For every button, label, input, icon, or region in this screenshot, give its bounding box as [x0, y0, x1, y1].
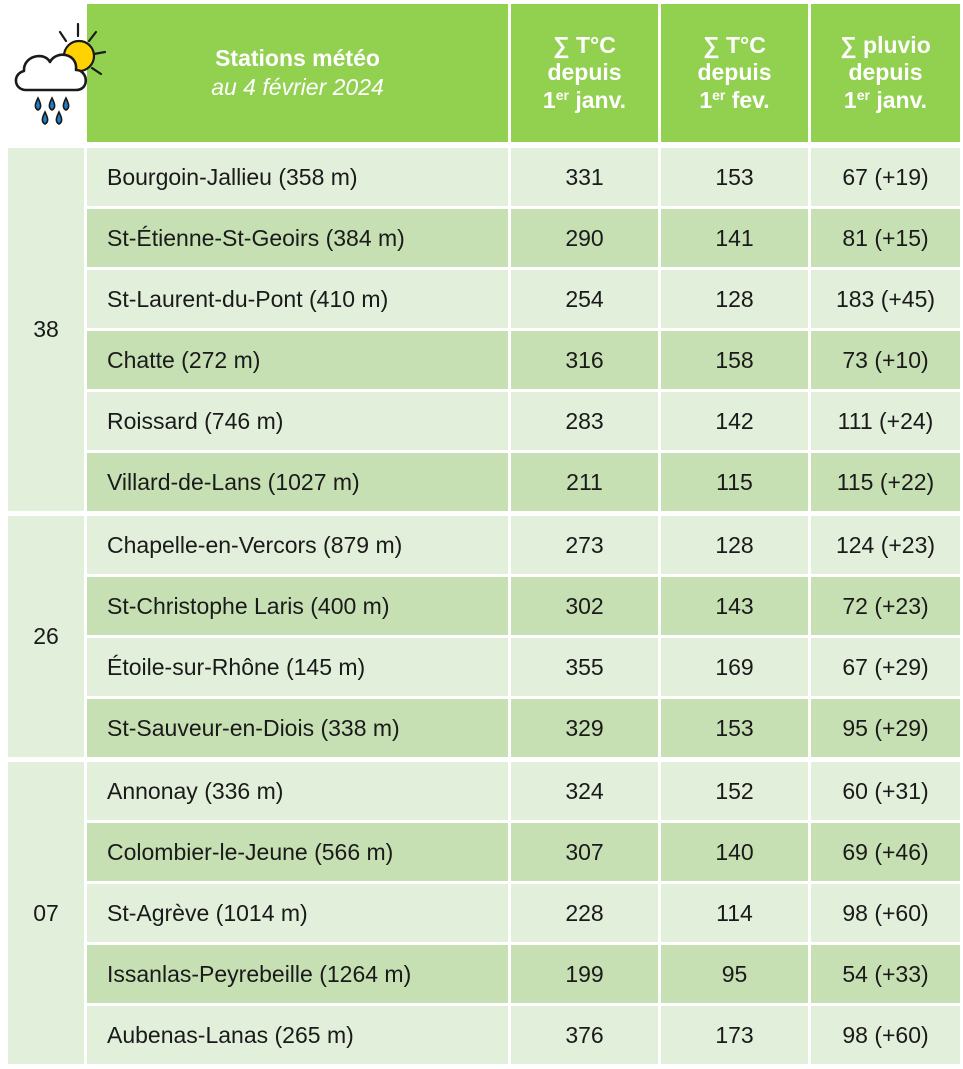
temp-sum-since-feb: 95: [661, 945, 811, 1006]
header-rain-line2: depuis: [848, 59, 923, 86]
temp-sum-since-jan: 199: [511, 945, 661, 1006]
temp-sum-since-jan: 324: [511, 762, 661, 823]
table-row: [8, 1006, 960, 1069]
header-stations: [87, 4, 511, 148]
station-name: St-Christophe Laris (400 m): [87, 577, 511, 638]
station-name: Annonay (336 m): [87, 762, 511, 823]
rain-sum-since-jan: 60 (+31): [811, 762, 960, 823]
temp-sum-since-feb: 153: [661, 699, 811, 762]
table-row: [8, 392, 960, 453]
table-row: [8, 699, 960, 762]
header-rain-line1: ∑ pluvio: [840, 32, 931, 59]
station-name: Villard-de-Lans (1027 m): [87, 453, 511, 516]
station-name: Roissard (746 m): [87, 392, 511, 453]
rain-sum-since-jan: 54 (+33): [811, 945, 960, 1006]
temp-sum-since-jan: 302: [511, 577, 661, 638]
station-name: St-Étienne-St-Geoirs (384 m): [87, 209, 511, 270]
temp-sum-since-feb: 140: [661, 823, 811, 884]
temp-sum-since-jan: 290: [511, 209, 661, 270]
table-row: [8, 945, 960, 1006]
temp-sum-since-jan: 211: [511, 453, 661, 516]
header-subtitle: au 4 février 2024: [211, 74, 384, 100]
station-name: Aubenas-Lanas (265 m): [87, 1006, 511, 1069]
rain-sum-since-jan: 111 (+24): [811, 392, 960, 453]
header-temp-since-feb: [661, 4, 811, 148]
station-name: Colombier-le-Jeune (566 m): [87, 823, 511, 884]
rain-sum-since-jan: 69 (+46): [811, 823, 960, 884]
temp-sum-since-jan: 331: [511, 148, 661, 209]
department-code: 26: [8, 516, 87, 762]
temp-sum-since-feb: 128: [661, 270, 811, 331]
temp-sum-since-feb: 169: [661, 638, 811, 699]
rain-sum-since-jan: 98 (+60): [811, 884, 960, 945]
header-temp-feb-line2: depuis: [697, 59, 772, 86]
header-rain-since-jan: [811, 4, 960, 148]
temp-sum-since-jan: 273: [511, 516, 661, 577]
temp-sum-since-feb: 173: [661, 1006, 811, 1069]
temp-sum-since-jan: 355: [511, 638, 661, 699]
station-name: St-Agrève (1014 m): [87, 884, 511, 945]
station-name: Issanlas-Peyrebeille (1264 m): [87, 945, 511, 1006]
station-name: Étoile-sur-Rhône (145 m): [87, 638, 511, 699]
table-row: [8, 270, 960, 331]
station-name: St-Laurent-du-Pont (410 m): [87, 270, 511, 331]
rain-sum-since-jan: 73 (+10): [811, 331, 960, 392]
rain-sum-since-jan: 183 (+45): [811, 270, 960, 331]
temp-sum-since-feb: 153: [661, 148, 811, 209]
temp-sum-since-jan: 307: [511, 823, 661, 884]
rain-sum-since-jan: 67 (+19): [811, 148, 960, 209]
temp-sum-since-jan: 329: [511, 699, 661, 762]
table-row: [8, 823, 960, 884]
temp-sum-since-jan: 376: [511, 1006, 661, 1069]
table-row: [8, 209, 960, 270]
table-row: [8, 516, 960, 577]
header-title: Stations météo: [215, 44, 380, 71]
temp-sum-since-feb: 141: [661, 209, 811, 270]
rain-sum-since-jan: 115 (+22): [811, 453, 960, 516]
rain-sum-since-jan: 67 (+29): [811, 638, 960, 699]
department-code: 38: [8, 148, 87, 516]
rain-sum-since-jan: 98 (+60): [811, 1006, 960, 1069]
header-temp-feb-line3: 1er fev.: [699, 86, 770, 113]
station-name: Bourgoin-Jallieu (358 m): [87, 148, 511, 209]
temp-sum-since-jan: 254: [511, 270, 661, 331]
table-body: [8, 148, 960, 1069]
temp-sum-since-feb: 142: [661, 392, 811, 453]
table-row: [8, 148, 960, 209]
header-rain-line3: 1er janv.: [843, 86, 928, 113]
department-code: 07: [8, 762, 87, 1069]
temp-sum-since-feb: 152: [661, 762, 811, 823]
table-row: [8, 762, 960, 823]
rain-sum-since-jan: 72 (+23): [811, 577, 960, 638]
table-header: [8, 4, 960, 148]
header-temp-since-jan: [511, 4, 661, 148]
table-row: [8, 577, 960, 638]
table-row: [8, 638, 960, 699]
station-name: Chapelle-en-Vercors (879 m): [87, 516, 511, 577]
table-row: [8, 884, 960, 945]
temp-sum-since-jan: 228: [511, 884, 661, 945]
temp-sum-since-feb: 114: [661, 884, 811, 945]
temp-sum-since-feb: 115: [661, 453, 811, 516]
temp-sum-since-jan: 316: [511, 331, 661, 392]
table-row: [8, 453, 960, 516]
rain-sum-since-jan: 124 (+23): [811, 516, 960, 577]
weather-stations-table: [8, 4, 960, 1069]
weather-icon-cell: [8, 4, 87, 148]
header-temp-jan-line2: depuis: [547, 59, 622, 86]
table-row: [8, 331, 960, 392]
header-temp-jan-line3: 1er janv.: [542, 86, 627, 113]
station-name: St-Sauveur-en-Diois (338 m): [87, 699, 511, 762]
temp-sum-since-feb: 128: [661, 516, 811, 577]
temp-sum-since-feb: 143: [661, 577, 811, 638]
header-temp-jan-line1: ∑ T°C: [553, 32, 616, 59]
temp-sum-since-jan: 283: [511, 392, 661, 453]
header-temp-feb-line1: ∑ T°C: [703, 32, 766, 59]
rain-sum-since-jan: 81 (+15): [811, 209, 960, 270]
station-name: Chatte (272 m): [87, 331, 511, 392]
rain-sum-since-jan: 95 (+29): [811, 699, 960, 762]
temp-sum-since-feb: 158: [661, 331, 811, 392]
